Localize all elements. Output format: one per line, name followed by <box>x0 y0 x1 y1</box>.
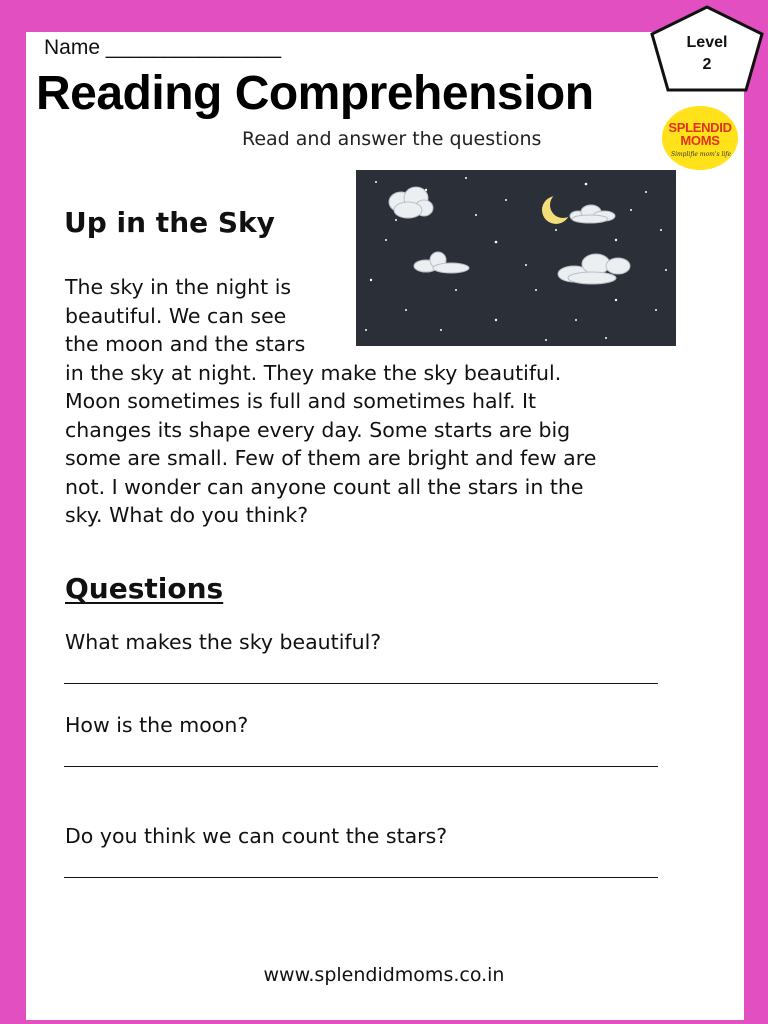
questions-heading: Questions <box>65 572 224 605</box>
level-value: 2 <box>702 56 712 73</box>
level-badge-text <box>648 32 766 76</box>
page-subtitle: Read and answer the questions <box>242 128 542 150</box>
answer-line-1[interactable] <box>64 683 658 684</box>
logo-text-line2: MOMS <box>680 133 720 148</box>
answer-line-3[interactable] <box>64 877 658 878</box>
question-3: Do you think we can count the stars? <box>65 824 448 848</box>
story-text: The sky in the night is beautiful. We can see the moon and the stars in the sky at night. They make the sky beautiful. Moon sometimes is full and sometimes half. It changes its shape every day. Some starts are big some are small. Few of them are bright and few are not. I wonder can anyone count all the stars in the sky. What do you think? <box>65 275 597 527</box>
question-2: How is the moon? <box>65 713 249 737</box>
answer-line-2[interactable] <box>64 766 658 767</box>
name-field-label: Name _______________ <box>44 36 282 59</box>
story-title: Up in the Sky <box>64 206 275 239</box>
page-title: Reading Comprehension <box>36 67 594 120</box>
logo-tagline: Simplifie mom's life <box>670 151 732 158</box>
logo-text-line1: SPLENDID <box>668 120 732 135</box>
question-1: What makes the sky beautiful? <box>65 630 382 654</box>
level-label: Level <box>686 34 728 51</box>
footer-url: www.splendidmoms.co.in <box>263 964 505 986</box>
